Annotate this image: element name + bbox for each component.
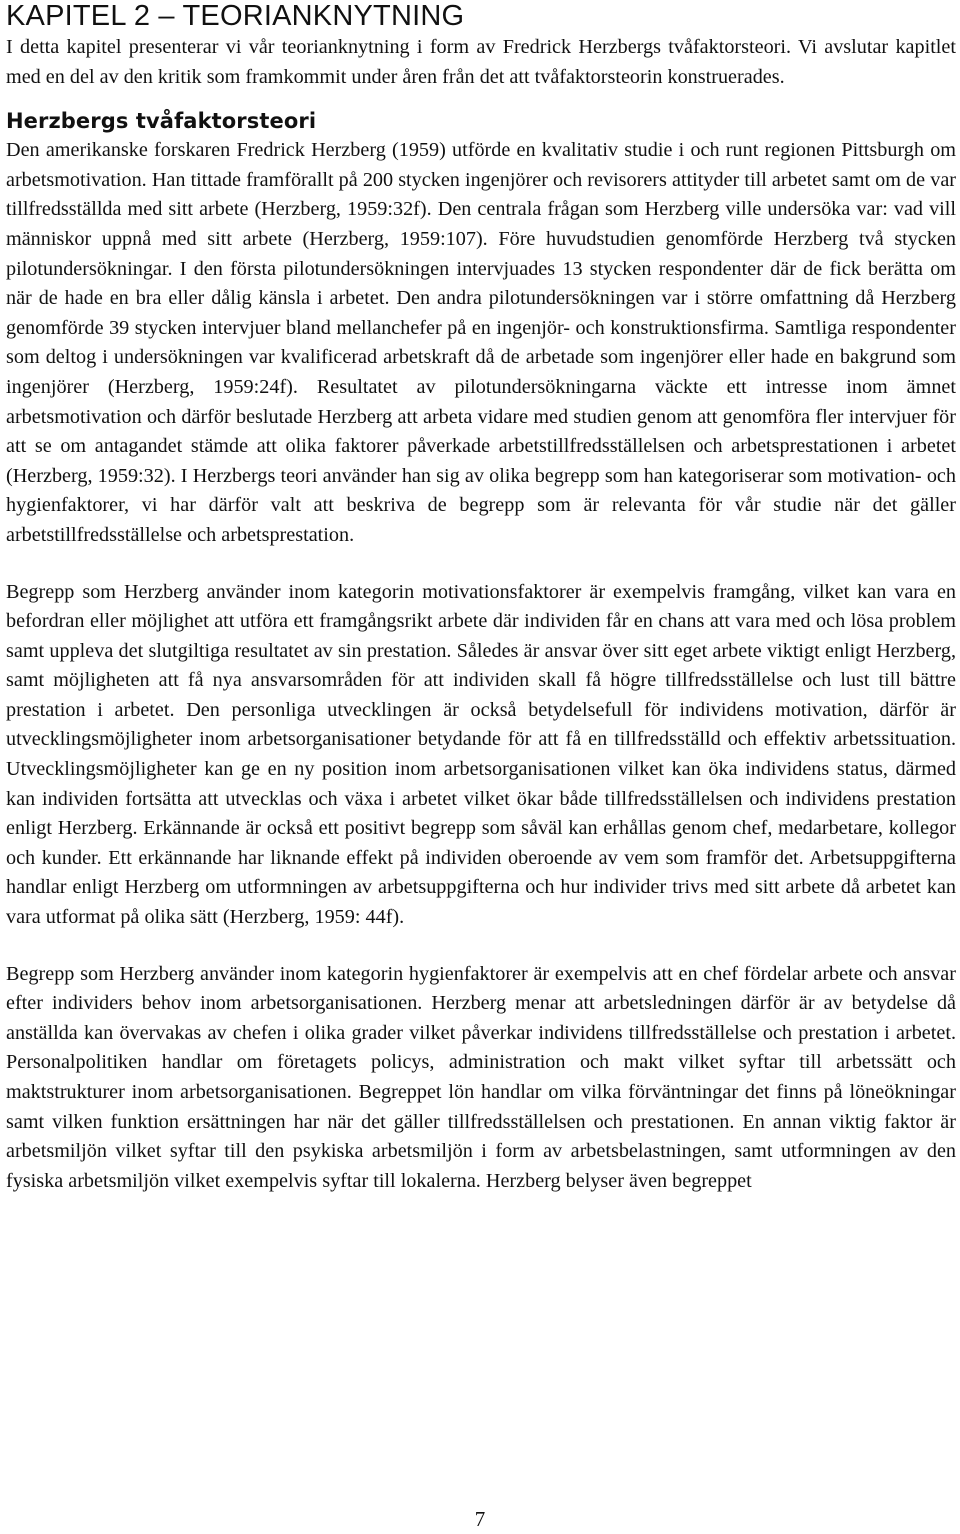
body-paragraph-2: Begrepp som Herzberg använder inom kategorin motivationsfaktorer är exempelvis framgång, vilket kan vara en befordran eller möjlighet att utföra ett framgångsrikt arbete där individen får en chans att vara med och lösa problem samt uppleva det slutgiltiga resultatet av sin prestation. Således är ansvar över sitt eget arbete viktigt enligt Herzberg, samt möjligheten att få nya ansvarsområden för att individen skall få högre tillfredsställelse och lust till bättre prestation i arbetet. Den personliga utvecklingen är också betydelsefull för individens motivation, därför är utvecklingsmöjligheter inom arbetsorganisationer betydande för att få en tillfredsställd och effektiv arbetssituation. Utvecklingsmöjligheter kan ge en ny position inom arbetsorganisationen vilket kan öka individens status, därmed kan individen fortsätta att utvecklas och växa i arbetet vilket ökar både tillfredsställelsen och individens prestation enligt Herzberg. Erkännande är också ett positivt begrepp som såväl kan erhållas genom chef, medarbetare, kollegor och kunder. Ett erkännande har liknande effekt på individen oberoende av vem som framför det. Arbetsuppgifterna handlar enligt Herzberg om utformningen av arbetsuppgifterna och hur individer trivs med sitt arbete då arbetet kan vara utformat på olika sätt (Herzberg, 1959: 44f). — [6, 580, 956, 929]
body-paragraph-3: Begrepp som Herzberg använder inom kategorin hygienfaktorer är exempelvis att en chef fördelar arbete och ansvar efter individers behov inom arbetsorganisationen. Herzberg menar att arbetsledningen därför är av betydelse då anställda kan övervakas av chefen i olika grader vilket påverkar individens tillfredsställelse och prestation i arbetet. Personalpolitiken handlar om företagets policys, administration och makt vilket syftar till arbetssätt och maktstrukturer inom arbetsorganisationen. Begreppet lön handlar om vilka förväntningar det finns på löneökningar samt vilken funktion ersättningen har när det gäller tillfredsställelsen och prestationen. En annan viktig faktor är arbetsmiljön vilket syftar till den psykiska arbetsmiljön i form av arbetsbelastningen, samt utformningen av den fysiska arbetsmiljön vilket exempelvis syftar till lokalerna. Herzberg belyser även begreppet — [6, 962, 956, 1192]
page-number: 7 — [474, 1507, 486, 1531]
body-paragraph-1: Den amerikanske forskaren Fredrick Herzberg (1959) utförde en kvalitativ studie i och runt regionen Pittsburgh om arbetsmotivation. Han tittade framförallt på 200 stycken ingenjörer och revisorers attityder till arbetet samt om de var tillfredsställda med sitt arbete (Herzberg, 1959:32f). Den centrala frågan som Herzberg ville undersöka var: vad vill människor uppnå med sitt arbete (Herzberg, 1959:107). Före huvudstudien genomförde Herzberg två stycken pilotundersökningar. I den första pilotundersökningen intervjuades 13 stycken respondenter där de fick berätta om när de hade en bra eller dålig känsla i arbetet. Den andra pilotundersökningen var i större omfattning då Herzberg genomförde 39 stycken intervjuer bland mellanchefer på en ingenjör- och konstruktionsfirma. Samtliga respondenter som deltog i undersökningen var kvalificerad arbetskraft då de arbetade som ingenjörer eller hade en bakgrund som ingenjörer (Herzberg, 1959:24f). Resultatet av pilotundersökningarna väckte ett intresse inom ämnet arbetsmotivation och därför beslutade Herzberg att arbeta vidare med studien genom att genomföra fler intervjuer för att se om antagandet stämde att olika faktorer påverkade arbetstillfredsställelsen och arbetsprestationen i arbetet (Herzberg, 1959:32). I Herzbergs teori använder han sig av olika begrepp som han kategoriserar som motivation- och hygienfaktorer, vi har därför valt att beskriva de begrepp som är relevanta för vår studie när det gäller arbetstillfredsställelse och arbetsprestation. — [6, 139, 956, 546]
document-page — [6, 0, 956, 1196]
section-heading: Herzbergs tvåfaktorsteori — [6, 109, 317, 134]
intro-paragraph: I detta kapitel presenterar vi vår teorianknytning i form av Fredrick Herzbergs tvåfaktorsteori. Vi avslutar kapitlet med en del av den kritik som framkommit under åren från det att tvåfaktorsteorin konstruerades. — [6, 36, 956, 88]
chapter-title: KAPITEL 2 – TEORIANKNYTNING — [6, 0, 465, 32]
